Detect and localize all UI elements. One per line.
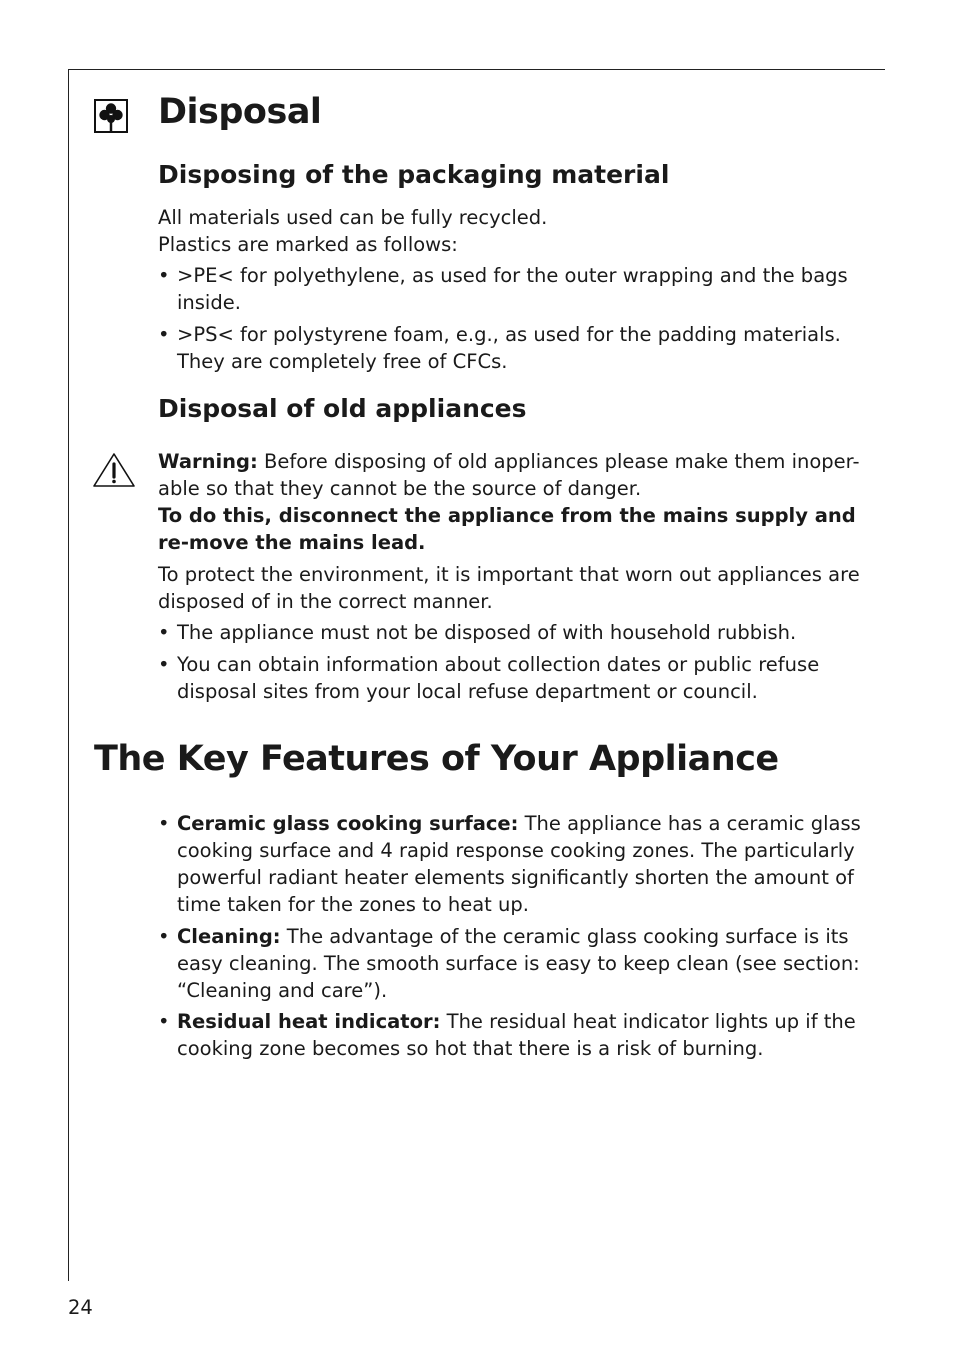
warning-label: Warning: [158,450,258,473]
packaging-heading: Disposing of the packaging material [158,160,670,189]
feature-label: Residual heat indicator: [177,1010,441,1033]
feature-text: The advantage of the ceramic glass cooking surface is its easy cleaning. The smooth surface is easy to keep clean (see section: “Cleaning and care”). [177,925,860,1002]
list-item: • >PE< for polyethylene, as used for the outer wrapping and the bags inside. [158,262,864,316]
environment-paragraph: To protect the environment, it is important that worn out appliances are disposed of in the correct manner. [158,563,860,613]
left-rule [68,69,69,1281]
packaging-intro [158,204,864,258]
packaging-line-2: Plastics are marked as follows: [158,233,458,256]
recycle-clover-icon [94,99,128,133]
disposal-title: Disposal [158,92,322,132]
feature-item [158,1008,864,1062]
list-item: • You can obtain information about collection dates or public refuse disposal sites from your local refuse department or council. [158,651,864,705]
list-item: • The appliance must not be disposed of with household rubbish. [158,619,864,646]
feature-text: The residual heat indicator lights up if the cooking zone becomes so hot that there is a risk of burning. [177,1010,856,1060]
list-item: • >PS< for polystyrene foam, e.g., as used for the padding materials. They are completely free of CFCs. [158,321,864,375]
old-appliances-heading: Disposal of old appliances [158,394,527,423]
feature-label: Ceramic glass cooking surface: [177,812,519,835]
feature-item [158,923,864,1004]
warning-instruction: To do this, disconnect the appliance from the mains supply and re-move the mains lead. [158,504,856,554]
top-rule [68,69,885,70]
feature-label: Cleaning: [177,925,281,948]
warning-paragraph [158,448,864,502]
feature-item [158,810,864,918]
page-number: 24 [68,1296,93,1319]
packaging-line-1: All materials used can be fully recycled. [158,206,548,229]
feature-text: The appliance has a ceramic glass cooking surface and 4 rapid response cooking zones. The particularly powerful radiant heater elements significantly shorten the amount of time taken for the zones to heat up. [177,812,861,916]
features-title: The Key Features of Your Appliance [94,739,779,779]
warning-text: Before disposing of old appliances please make them inoper-able so that they cannot be the source of danger. [158,450,860,500]
warning-triangle-icon [92,452,136,488]
